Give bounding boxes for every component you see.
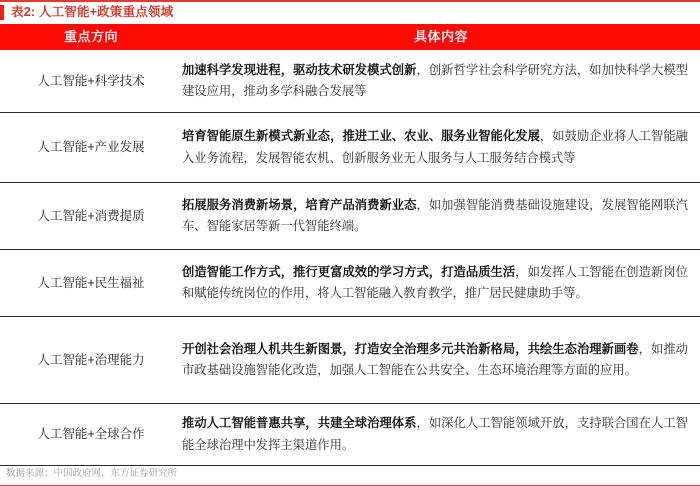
cell-content-rest: ，如加强智能消费基础设施建设，发展智能网联汽车、智能家居等新一代智能终端。 [182,197,688,233]
table-row [0,317,700,404]
cell-content-lead: 推动人工智能普惠共享，共建全球治理体系 [182,416,417,431]
cell-content [182,183,700,249]
cell-content-rest: ，创新哲学社会科学研究方法，如加快科学大模型建设应用，推动多学科融合发展等 [182,62,688,98]
table-body [0,50,700,466]
table-row [0,250,700,317]
cell-content-lead: 培育智能原生新模式新业态，推进工业、农业、服务业智能化发展 [182,129,540,144]
table-row [0,50,700,113]
table-header-row [0,24,700,50]
cell-content-rest: ，如推动市政基础设施智能化改造，加强人工智能在公共安全、生态环境治理等方面的应用。 [182,341,688,377]
cell-direction: 人工智能+治理能力 [37,352,145,367]
column-header-content: 具体内容 [413,29,468,44]
title-accent-bar [0,5,4,20]
column-header-direction: 重点方向 [63,29,118,44]
cell-content [182,250,700,316]
cell-content [182,113,700,182]
cell-content [182,317,700,403]
table-row [0,404,700,466]
cell-direction: 人工智能+产业发展 [37,140,145,155]
figure-title-text: 表2: 人工智能+政策重点领域 [11,4,174,19]
cell-direction: 人工智能+科学技术 [37,73,145,88]
cell-content-lead: 加速科学发现进程，驱动技术研发模式创新 [182,62,417,77]
figure-footer [0,462,700,486]
cell-direction: 人工智能+消费提质 [37,208,145,223]
cell-content-lead: 创造智能工作方式，推行更富成效的学习方式，打造品质生活 [182,264,516,279]
cell-direction: 人工智能+民生福祉 [37,275,145,290]
table-row [0,113,700,183]
figure-title [0,2,700,22]
cell-content [182,404,700,465]
cell-content-rest: ，如鼓励企业将人工智能融入业务流程，发展智能农机、创新服务业无人服务与人工服务结合模式等 [182,129,688,165]
cell-content-lead: 开创社会治理人机共生新图景，打造安全治理多元共治新格局，共绘生态治理新画卷 [182,341,639,356]
cell-content-lead: 拓展服务消费新场景，培育产品消费新业态 [182,197,417,212]
cell-content-rest: ，如发挥人工智能在创造新岗位和赋能传统岗位的作用，将人工智能融入教育教学，推广居民健康助手等。 [182,264,688,300]
source-note: 数据来源：中国政府网，东方证券研究所 [6,467,178,479]
cell-direction: 人工智能+全球合作 [37,427,145,442]
cell-content-rest: ，如深化人工智能领域开放，支持联合国在人工智能全球治理中发挥主渠道作用。 [182,416,688,452]
table-row [0,183,700,250]
cell-content [182,50,700,112]
